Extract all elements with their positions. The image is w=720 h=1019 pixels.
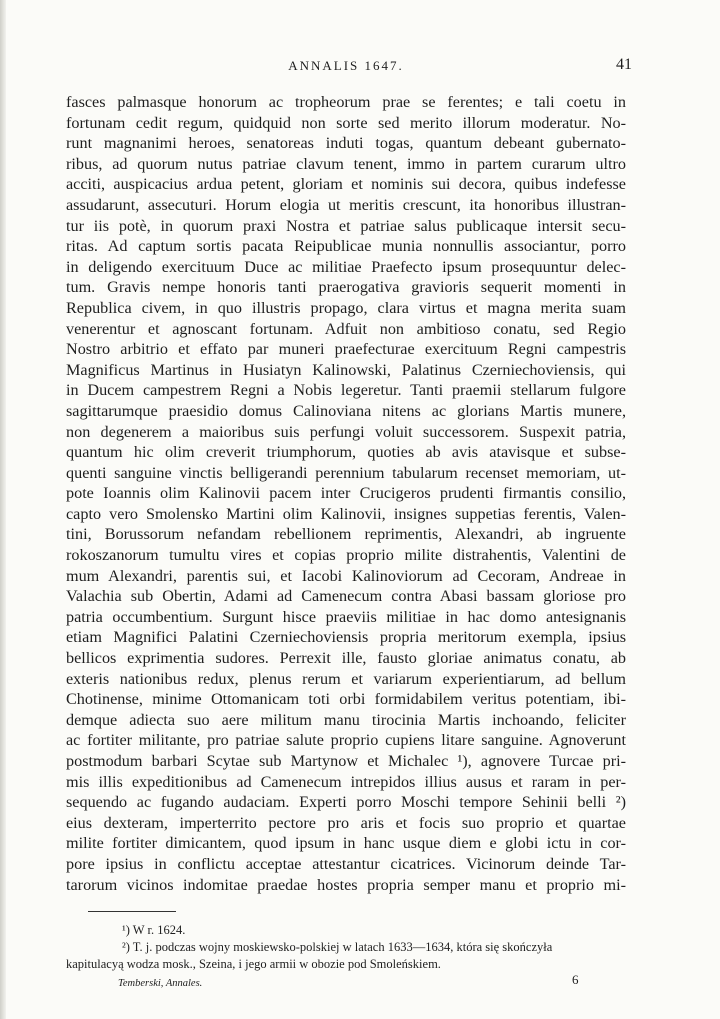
text-line: mis illis expeditionibus ad Camenecum intrepidos illius ausus et raram in per- xyxy=(66,772,626,791)
text-line: etiam Magnifici Palatini Czerniechoviensis propria meritorum exempla, ipsius xyxy=(66,628,626,647)
text-line: pote Ioannis olim Kalinovii pacem inter Crucigeros prudenti firmantis consilio, xyxy=(66,484,626,503)
text-line: rokoszanorum tumultu vires et copias proprio milite distrahentis, Valentini de xyxy=(66,546,626,565)
footnote-line: kapitulacyą wodza mosk., Szeina, i jego armii w obozie pod Smoleńskiem. xyxy=(66,957,441,971)
text-line: non degenerem a maioribus suis perfungi voluit successorem. Suspexit patria, xyxy=(66,422,626,441)
text-line: in deligendo exercituum Duce ac militiae Praefecto ipsum prosequuntur delec- xyxy=(66,257,626,276)
footnote-line: ¹) W r. 1624. xyxy=(122,923,186,937)
text-line: Magnificus Martinus in Husiatyn Kalinowski, Palatinus Czerniechoviensis, qui xyxy=(66,360,626,379)
main-text-block xyxy=(66,92,626,895)
text-line: ritas. Ad captum sortis pacata Reipublicae munia nonnullis associantur, porro xyxy=(66,237,626,256)
text-line: patria occumbentium. Surgunt hisce praeviis militiae in hac domo antesignanis xyxy=(66,607,626,626)
text-line: postmodum barbari Scytae sub Martynow et Michalec ¹), agnovere Turcae pri- xyxy=(66,752,626,770)
text-line: in Ducem campestrem Regni a Nobis legeretur. Tanti praemii stellarum fulgore xyxy=(66,381,626,400)
text-line: exteris nationibus redux, plenus rerum et variarum experientiarum, ad bellum xyxy=(66,669,626,688)
text-line: venerentur et agnoscant fortunam. Adfuit non ambitioso conatu, sed Regio xyxy=(66,319,626,338)
text-line: Valachia sub Obertin, Adami ad Camenecum contra Abasi bassam gloriose pro xyxy=(66,587,626,606)
signature-number: 6 xyxy=(572,972,579,987)
text-line: runt magnanimi heroes, senatoreas induti togas, quantum debeant gubernato- xyxy=(66,134,626,153)
footnote-divider xyxy=(88,911,176,912)
text-line: demque adiecta suo aere militum manu tirocinia Martis inchoando, feliciter xyxy=(66,710,626,729)
footnote-line: ²) T. j. podczas wojny moskiewsko-polskiej w latach 1633—1634, która się skończyła xyxy=(122,940,553,954)
text-line: fortunam cedit regum, quidquid non sorte sed merito illorum moderatur. No- xyxy=(66,113,626,132)
text-line: fasces palmasque honorum ac tropheorum prae se ferentes; e tali coetu in xyxy=(66,93,626,111)
text-line: mum Alexandri, parentis sui, et Iacobi Kalinoviorum ad Cecoram, Andreae in xyxy=(66,566,626,585)
text-line: milite fortiter dimicantem, quod ipsum in hanc usque diem e globi ictu in cor- xyxy=(66,834,626,853)
text-line: sequendo ac fugando audaciam. Experti porro Moschi tempore Sehinii belli ²) xyxy=(66,793,626,812)
page-binding-edge xyxy=(0,0,6,1019)
text-line: assudarunt, assecuturi. Horum elogia ut meritis crescunt, ita honoribus illustran- xyxy=(66,195,626,214)
text-line: Republica civem, in quo illustris propago, clara virtus et magna merita suam xyxy=(66,298,626,317)
text-line: tarorum vicinos indomitae praedae hostes propria semper manu et proprio mi- xyxy=(66,875,626,894)
text-line: quenti sanguine vinctis belligerandi perennium tabularum recenset memoriam, ut- xyxy=(66,463,626,482)
text-line: bellicos exprimentia sudores. Perrexit ille, fausto gloriae animatus conatu, ab xyxy=(66,649,626,668)
footnotes-block xyxy=(66,922,646,973)
text-line: Chotinense, minime Ottomanicam toti orbi formidabilem veritus potentiam, ibi- xyxy=(66,690,626,709)
text-line: capto vero Smolensko Martini olim Kalinovii, insignes suppetias ferentis, Valen- xyxy=(66,504,626,523)
text-line: ribus, ad quorum nutus patriae clavum tenent, immo in partem curarum ultro xyxy=(66,154,626,173)
text-line: ac fortiter militante, pro patriae salute proprio cupiens litare sanguine. Agnoverunt xyxy=(66,731,626,750)
text-line: sagittarumque praesidio domus Calinoviana nitens ac glorians Martis munere, xyxy=(66,401,626,420)
text-line: eius dexteram, imperterrito pectore pro aris et focis suo proprio et quartae xyxy=(66,813,626,832)
text-line: tini, Borussorum nefandam rebellionem reprimentis, Alexandri, ab ingruente xyxy=(66,525,626,544)
text-line: quantum hic olim creverit triumphorum, quoties ab avis atavisque et subse- xyxy=(66,443,626,462)
page-number: 41 xyxy=(616,56,632,73)
printer-signature: Temberski, Annales. xyxy=(118,978,203,989)
text-line: pore ipsius in conflictu acceptae attestantur cicatrices. Vicinorum deinde Tar- xyxy=(66,854,626,873)
running-title: ANNALIS 1647. xyxy=(288,58,404,73)
running-head xyxy=(60,58,632,80)
text-line: tur iis potè, in quorum praxi Nostra et patriae salus publicaque intersit secu- xyxy=(66,216,626,235)
text-line: Nostro arbitrio et effato par muneri praefecturae exercituum Regni campestris xyxy=(66,340,626,359)
text-line: acciti, auspicacius ardua petent, gloriam et nominis sui decora, quibus indefesse xyxy=(66,175,626,194)
text-line: tum. Gravis nempe honoris tanti praerogativa gravioris sequerit momenti in xyxy=(66,278,626,297)
